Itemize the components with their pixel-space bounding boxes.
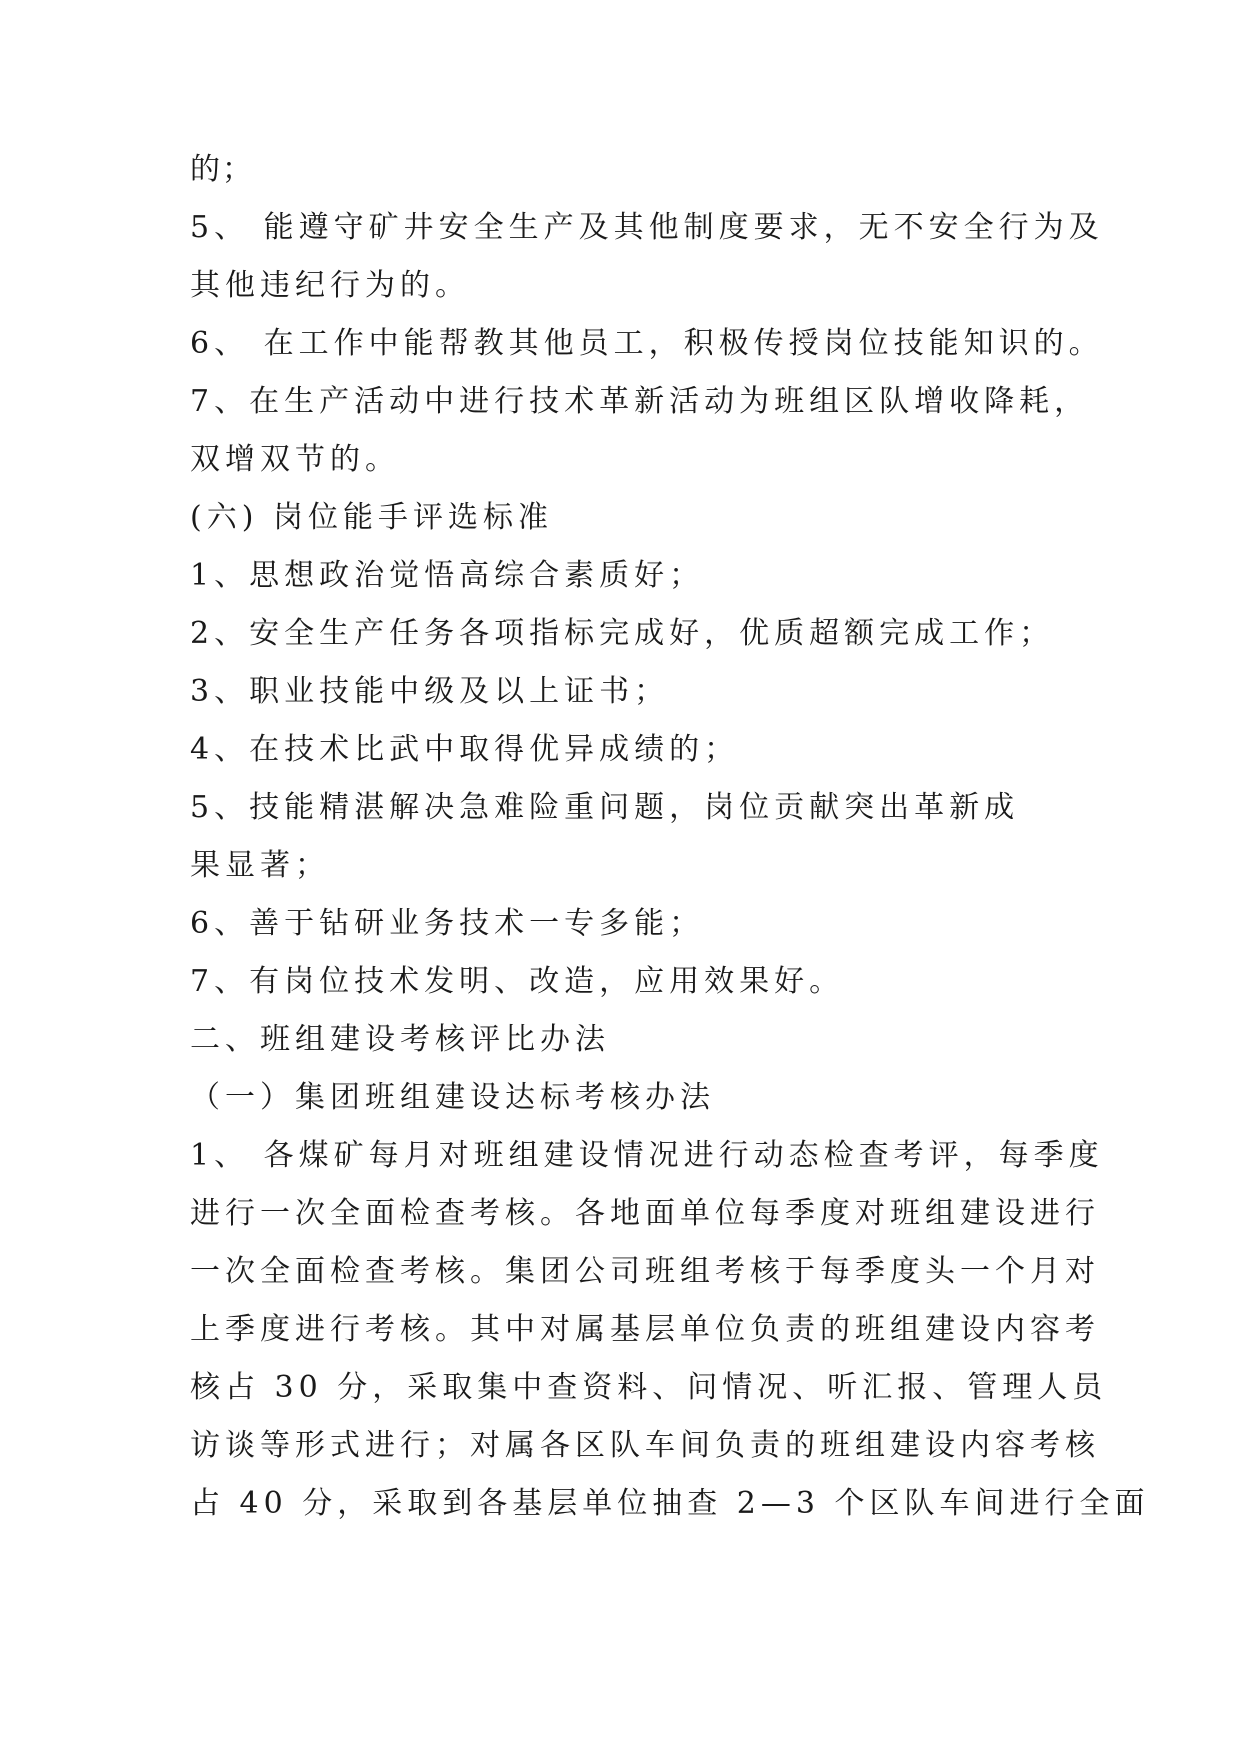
text-line: 6、善于钻研业务技术一专多能； xyxy=(190,906,705,941)
text-line: 占 40 分，采取到各基层单位抽查 2—3 个区队车间进行全面 xyxy=(190,1486,1150,1521)
text-line: 7、有岗位技术发明、改造，应用效果好。 xyxy=(190,964,845,999)
text-line: 5、技能精湛解决急难险重问题，岗位贡献突出革新成 xyxy=(190,790,1020,825)
text-line: 的； xyxy=(190,152,254,187)
section-heading: （一）集团班组建设达标考核办法 xyxy=(190,1080,715,1115)
text-line: 双增双节的。 xyxy=(190,442,400,477)
text-line: 7、在生产活动中进行技术革新活动为班组区队增收降耗， xyxy=(190,384,1090,419)
text-line: 进行一次全面检查考核。各地面单位每季度对班组建设进行 xyxy=(190,1196,1100,1231)
section-heading: 二、班组建设考核评比办法 xyxy=(190,1022,610,1057)
text-line: 果显著； xyxy=(190,848,330,883)
text-line: 2、安全生产任务各项指标完成好，优质超额完成工作； xyxy=(190,616,1055,651)
text-line: 上季度进行考核。其中对属基层单位负责的班组建设内容考 xyxy=(190,1312,1100,1347)
text-line: 一次全面检查考核。集团公司班组考核于每季度头一个月对 xyxy=(190,1254,1100,1289)
text-line: 访谈等形式进行；对属各区队车间负责的班组建设内容考核 xyxy=(190,1428,1100,1463)
section-heading: (六) 岗位能手评选标准 xyxy=(190,500,553,535)
text-line: 1、 各煤矿每月对班组建设情况进行动态检查考评，每季度 xyxy=(190,1138,1104,1173)
text-line: 1、思想政治觉悟高综合素质好； xyxy=(190,558,705,593)
text-line: 4、在技术比武中取得优异成绩的； xyxy=(190,732,740,767)
text-line: 5、 能遵守矿井安全生产及其他制度要求，无不安全行为及 xyxy=(190,210,1104,245)
text-line: 6、 在工作中能帮教其他员工，积极传授岗位技能知识的。 xyxy=(190,326,1104,361)
text-line: 其他违纪行为的。 xyxy=(190,268,470,303)
text-line: 核占 30 分，采取集中查资料、问情况、听汇报、管理人员 xyxy=(190,1370,1108,1405)
text-line: 3、职业技能中级及以上证书； xyxy=(190,674,670,709)
